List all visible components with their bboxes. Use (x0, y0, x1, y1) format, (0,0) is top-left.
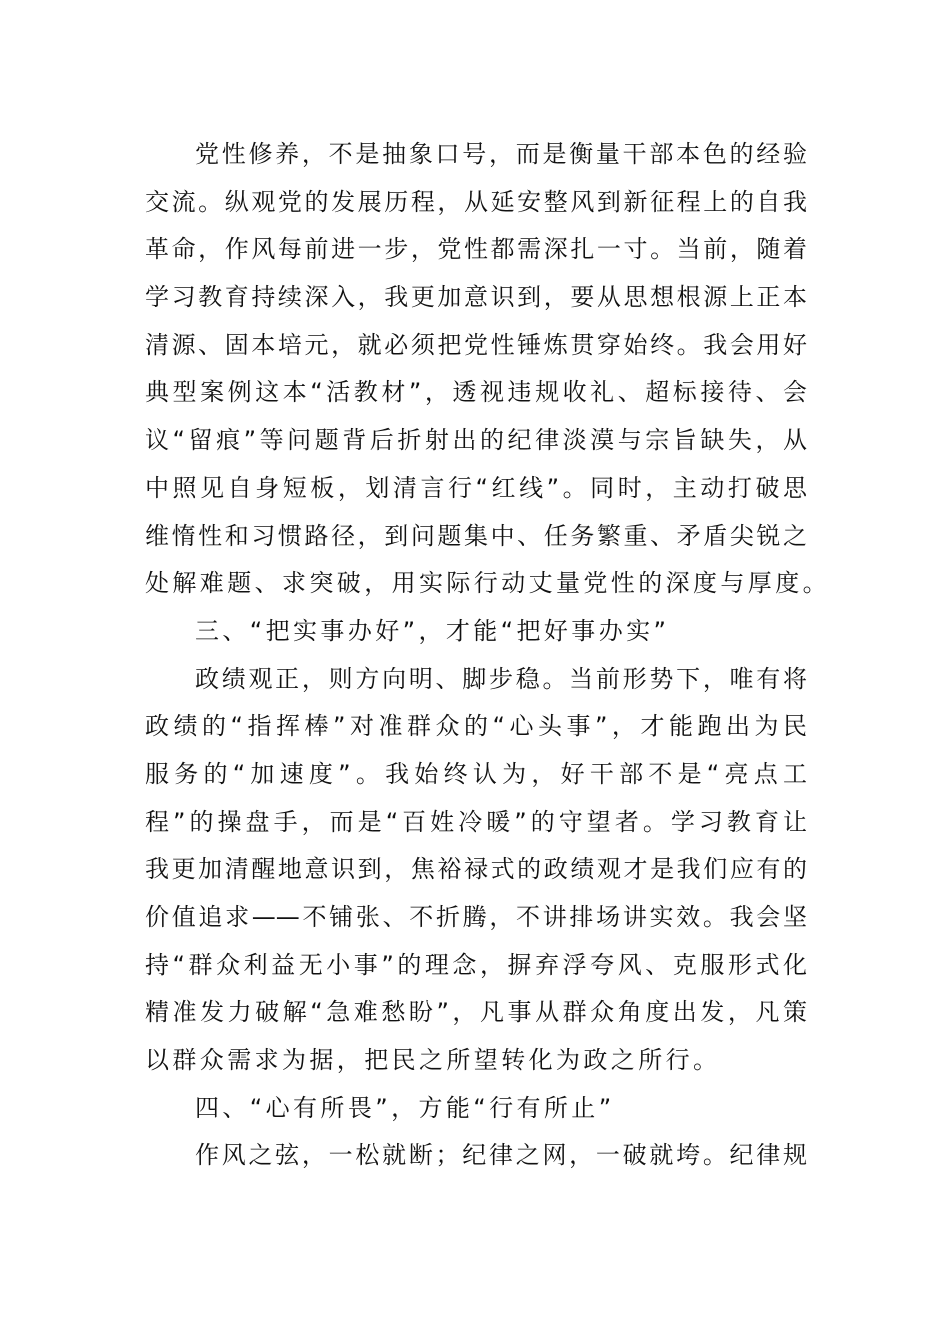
heading-text: 三、“把实事办好”，才能“把好事办实” (195, 616, 670, 645)
text-line: 持“群众利益无小事”的理念，摒弃浮夸风、克服形式化 (145, 950, 807, 979)
text-line: 典型案例这本“活教材”，透视违规收礼、超标接待、会 (145, 378, 807, 407)
text-line: 精准发力破解“急难愁盼”，凡事从群众角度出发，凡策 (145, 998, 807, 1027)
heading-text: 四、“心有所畏”，方能“行有所止” (195, 1093, 615, 1122)
text-line: 价值追求——不铺张、不折腾，不讲排场讲实效。我会坚 (145, 903, 807, 931)
text-line: 服务的“加速度”。我始终认为，好干部不是“亮点工 (145, 759, 807, 788)
text-line: 交流。纵观党的发展历程，从延安整风到新征程上的自我 (145, 187, 807, 216)
text-line: 学习教育持续深入，我更加意识到，要从思想根源上正本 (145, 283, 807, 312)
text-line: 革命，作风每前进一步，党性都需深扎一寸。当前，随着 (145, 235, 807, 264)
text-line: 我更加清醒地意识到，焦裕禄式的政绩观才是我们应有的 (145, 855, 807, 884)
text-line: 程”的操盘手，而是“百姓冷暖”的守望者。学习教育让 (145, 807, 807, 836)
section-heading (145, 1085, 807, 1133)
text-line: 党性修养，不是抽象口号，而是衡量干部本色的经验 (195, 140, 807, 168)
text-line: 以群众需求为据，把民之所望转化为政之所行。 (145, 1046, 721, 1075)
paragraph (145, 131, 830, 608)
text-line: 作风之弦，一松就断；纪律之网，一破就垮。纪律规 (195, 1141, 807, 1170)
text-line: 清源、固本培元，就必须把党性锤炼贯穿始终。我会用好 (145, 330, 807, 359)
paragraph (145, 656, 807, 1085)
text-line: 处解难题、求突破，用实际行动丈量党性的深度与厚度。 (145, 569, 830, 598)
section-heading (145, 608, 807, 656)
text-line: 中照见自身短板，划清言行“红线”。同时，主动打破思 (145, 473, 807, 502)
text-line: 政绩的“指挥棒”对准群众的“心头事”，才能跑出为民 (145, 712, 807, 741)
text-line: 政绩观正，则方向明、脚步稳。当前形势下，唯有将 (195, 664, 807, 693)
text-line: 维惰性和习惯路径，到问题集中、任务繁重、矛盾尖锐之 (145, 521, 807, 550)
text-line: 议“留痕”等问题背后折射出的纪律淡漠与宗旨缺失，从 (145, 426, 807, 455)
document-body (145, 131, 830, 1180)
paragraph (145, 1132, 807, 1180)
